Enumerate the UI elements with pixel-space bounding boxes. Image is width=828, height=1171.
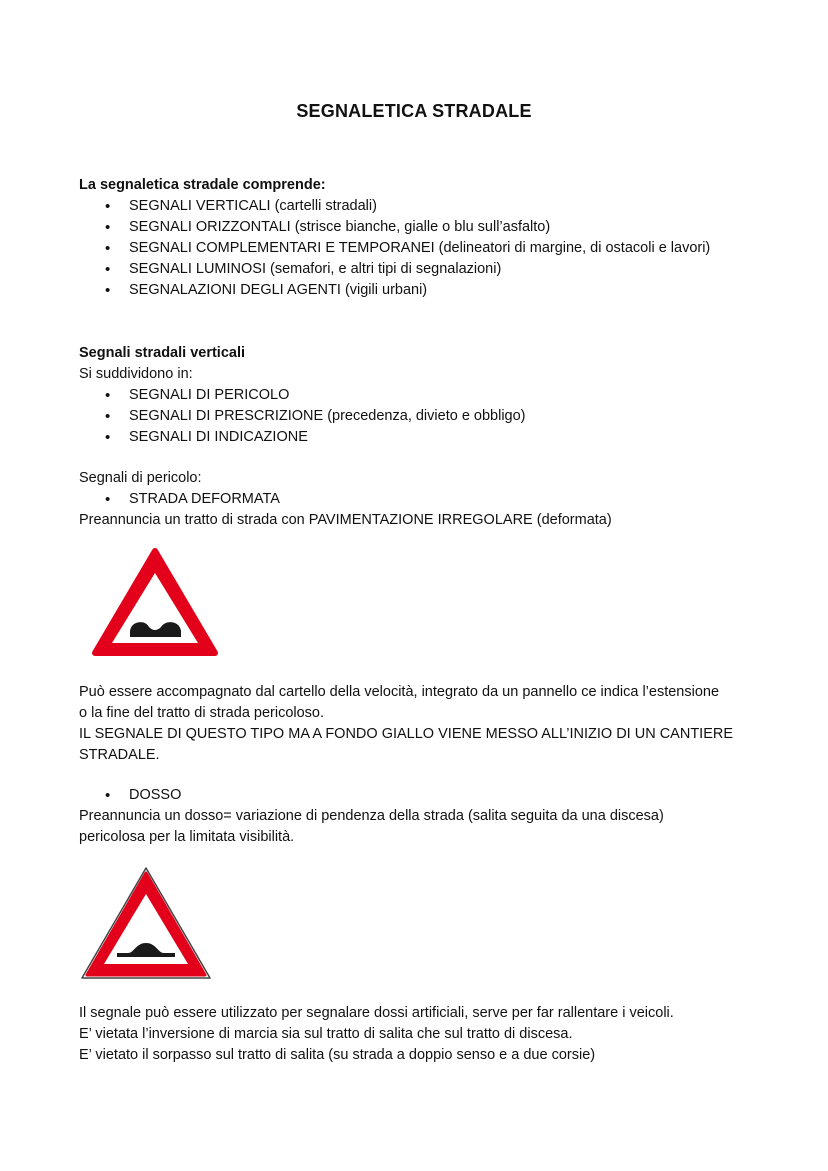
note-line: IL SEGNALE DI QUESTO TIPO MA A FONDO GIALLO VIENE MESSO ALL’INIZIO DI UN CANTIERE — [79, 726, 734, 742]
item1-description: Preannuncia un tratto di strada con PAVIMENTAZIONE IRREGOLARE (deformata) — [79, 512, 612, 528]
item2-description: Preannuncia un dosso= variazione di pendenza della strada (salita seguita da una discesa) — [79, 808, 664, 824]
list-item: • SEGNALI DI INDICAZIONE — [79, 427, 779, 448]
vertical-list — [79, 385, 779, 448]
vertical-subheading: Si suddividono in: — [79, 366, 193, 382]
note-line: E’ vietato il sorpasso sul tratto di salita (su strada a doppio senso e a due corsie) — [79, 1047, 596, 1063]
speed-bump-sign-icon — [78, 864, 214, 984]
danger-list-2 — [79, 785, 779, 806]
list-item: • SEGNALAZIONI DEGLI AGENTI (vigili urbani) — [79, 280, 779, 301]
note-line: Può essere accompagnato dal cartello della velocità, integrato da un pannello ce indica l’estensione — [79, 684, 720, 700]
note-line: o la fine del tratto di strada pericoloso. — [79, 705, 325, 721]
intro-section — [79, 175, 779, 301]
danger-signs-section — [79, 468, 779, 531]
note-line: STRADALE. — [79, 747, 160, 763]
vertical-signs-section — [79, 343, 779, 448]
item2-description: pericolosa per la limitata visibilità. — [79, 829, 295, 845]
uneven-road-sign-icon — [91, 547, 219, 659]
intro-list — [79, 196, 779, 301]
list-item: • SEGNALI ORIZZONTALI (strisce bianche, gialle o blu sull’asfalto) — [79, 217, 779, 238]
list-item: • SEGNALI DI PERICOLO — [79, 385, 779, 406]
list-item: • DOSSO — [79, 785, 779, 806]
danger-heading: Segnali di pericolo: — [79, 470, 202, 486]
list-item: • SEGNALI COMPLEMENTARI E TEMPORANEI (delineatori di margine, di ostacoli e lavori) — [79, 238, 779, 259]
danger-list-1 — [79, 489, 779, 510]
item2-notes — [79, 1003, 799, 1066]
intro-heading: La segnaletica stradale comprende: — [79, 177, 326, 193]
list-item: • SEGNALI DI PRESCRIZIONE (precedenza, divieto e obbligo) — [79, 406, 779, 427]
list-item: • SEGNALI VERTICALI (cartelli stradali) — [79, 196, 779, 217]
list-item: • STRADA DEFORMATA — [79, 489, 779, 510]
note-line: Il segnale può essere utilizzato per segnalare dossi artificiali, serve per far rallentare i veicoli. — [79, 1005, 674, 1021]
item2-section — [79, 785, 779, 848]
vertical-heading: Segnali stradali verticali — [79, 345, 246, 361]
list-item: • SEGNALI LUMINOSI (semafori, e altri tipi di segnalazioni) — [79, 259, 779, 280]
note-line: E’ vietata l’inversione di marcia sia sul tratto di salita che sul tratto di discesa. — [79, 1026, 573, 1042]
item1-notes — [79, 682, 799, 766]
page-title: SEGNALETICA STRADALE — [296, 101, 532, 121]
